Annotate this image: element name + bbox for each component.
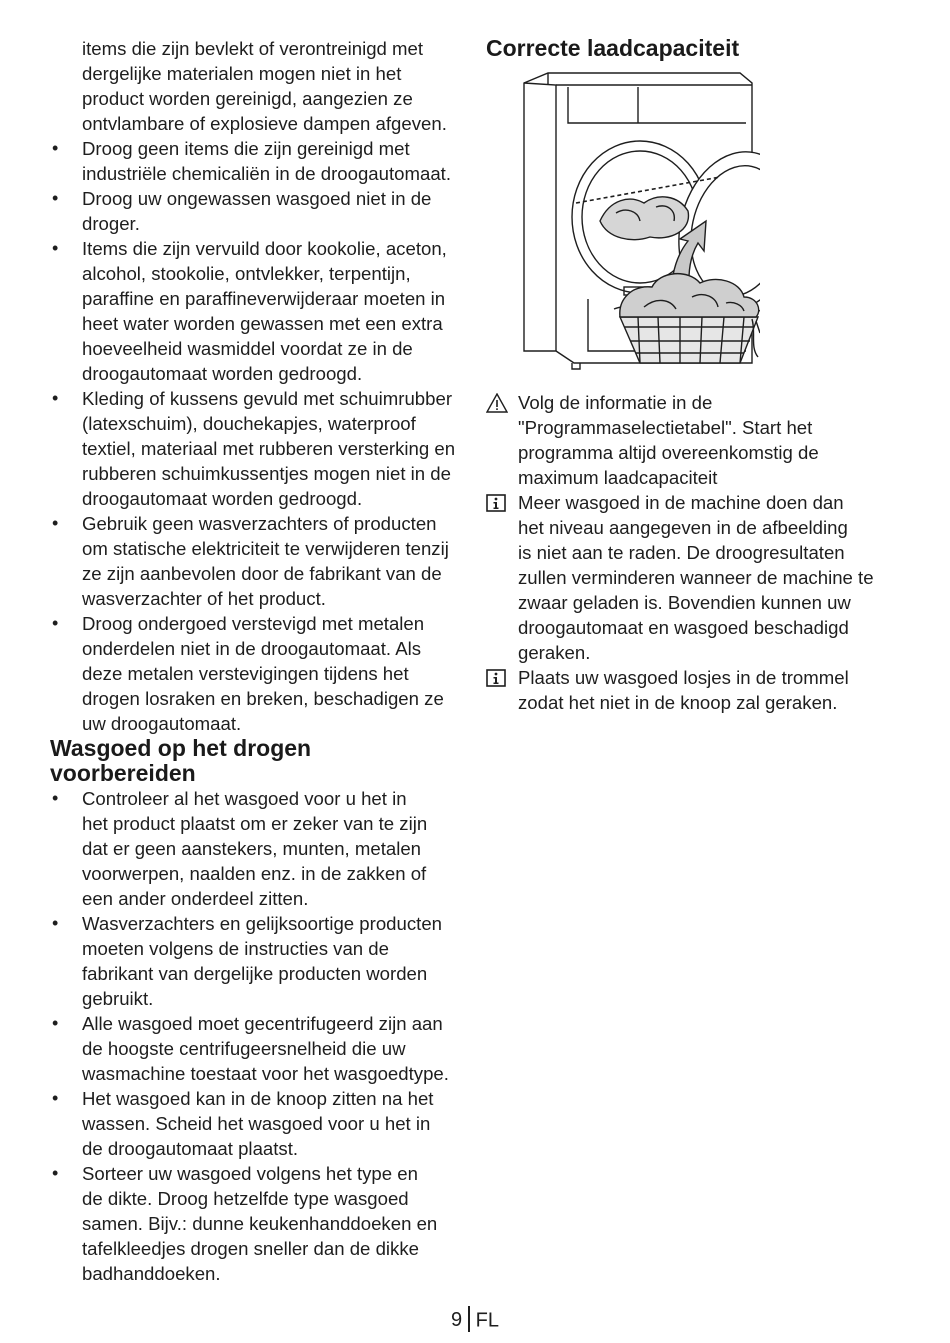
info-icon — [486, 493, 506, 518]
intro-line: dergelijke materialen mogen niet in het — [82, 63, 402, 84]
bullet-dot: • — [52, 1163, 59, 1183]
page-footer — [0, 1308, 950, 1334]
note-line: zodat het niet in de knoop zal geraken. — [518, 692, 838, 713]
bullet-line: de hoogste centrifugeersnelheid die uw — [82, 1038, 406, 1059]
bullet-dot: • — [52, 388, 59, 408]
left-column — [50, 36, 482, 1286]
bullet-line: Sorteer uw wasgoed volgens het type en — [82, 1163, 418, 1184]
bullet-line: Droog ondergoed verstevigd met metalen — [82, 613, 425, 634]
note-line: Plaats uw wasgoed losjes in de trommel — [518, 667, 849, 688]
bullet-dot: • — [52, 238, 59, 258]
section-title-line: Wasgoed op het drogen — [50, 735, 312, 761]
note-line: is niet aan te raden. De droogresultaten — [518, 542, 845, 563]
bullet-line: industriële chemicaliën in de droogautomaat. — [82, 163, 451, 184]
bullet-line: drogen losraken en breken, beschadigen ze — [82, 688, 444, 709]
bullet-line: badhanddoeken. — [82, 1263, 221, 1284]
bullet-line: Gebruik geen wasverzachters of producten — [82, 513, 437, 534]
bullet-item — [50, 511, 482, 611]
bullet-dot: • — [52, 1013, 59, 1033]
bullet-line: wasmachine toestaat voor het wasgoedtype. — [82, 1063, 449, 1084]
bullet-item — [50, 186, 482, 236]
bullet-line: tafelkleedjes drogen sneller dan de dikke — [82, 1238, 419, 1259]
warning-icon — [486, 393, 508, 419]
bullet-line: wasverzachter of het product. — [82, 588, 326, 609]
intro-line: ontvlambare of explosieve dampen afgeven. — [82, 113, 447, 134]
bullet-item — [50, 786, 482, 911]
bullet-line: Items die zijn vervuild door kookolie, aceton, — [82, 238, 447, 259]
intro-line: items die zijn bevlekt of verontreinigd met — [82, 38, 424, 59]
bullet-line: rubberen schuimkussentjes mogen niet in de — [82, 463, 451, 484]
bullet-line: hoeveelheid wasmiddel voordat ze in de — [82, 338, 413, 359]
note-item — [486, 490, 906, 665]
bullet-line: een ander onderdeel zitten. — [82, 888, 309, 909]
bullet-line: de dikte. Droog hetzelfde type wasgoed — [82, 1188, 409, 1209]
dryer-illustration-svg — [520, 71, 760, 371]
bullet-line: ze zijn aanbevolen door de fabrikant van de — [82, 563, 442, 584]
note-line: geraken. — [518, 642, 591, 663]
bullet-line: moeten volgens de instructies van de — [82, 938, 389, 959]
note-item — [486, 390, 906, 490]
bullet-dot: • — [52, 138, 59, 158]
bullet-line: Droog geen items die zijn gereinigd met — [82, 138, 410, 159]
section-title-preparing — [50, 736, 482, 786]
bullet-item — [50, 1086, 482, 1161]
bullet-line: (latexschuim), douchekapjes, waterproof — [82, 413, 416, 434]
right-column — [486, 36, 906, 715]
bullet-line: om statische elektriciteit te verwijderen tenzij — [82, 538, 449, 559]
bullet-line: droger. — [82, 213, 140, 234]
note-line: Meer wasgoed in de machine doen dan — [518, 492, 844, 513]
bullet-line: droogautomaat worden gedroogd. — [82, 488, 363, 509]
bullet-item — [50, 611, 482, 736]
section-title-load-capacity: Correcte laadcapaciteit — [486, 35, 740, 61]
intro-paragraph — [50, 36, 482, 136]
notes-list — [486, 390, 906, 715]
bullet-dot: • — [52, 1088, 59, 1108]
bullet-line: alcohol, stookolie, ontvlekker, terpentijn, — [82, 263, 411, 284]
note-line: "Programmaselectietabel". Start het — [518, 417, 813, 438]
bullet-item — [50, 1161, 482, 1286]
preparation-bullet-list — [50, 786, 482, 1286]
bullet-line: Het wasgoed kan in de knoop zitten na het — [82, 1088, 434, 1109]
bullet-item — [50, 386, 482, 511]
bullet-line: het product plaatst om er zeker van te zijn — [82, 813, 428, 834]
bullet-line: wassen. Scheid het wasgoed voor u het in — [82, 1113, 431, 1134]
bullet-line: onderdelen niet in de droogautomaat. Als — [82, 638, 422, 659]
bullet-line: de droogautomaat plaatst. — [82, 1138, 299, 1159]
bullet-line: heet water worden gewassen met een extra — [82, 313, 443, 334]
bullet-item — [50, 911, 482, 1011]
bullet-line: gebruikt. — [82, 988, 154, 1009]
bullet-line: paraffine en paraffineverwijderaar moeten in — [82, 288, 446, 309]
info-icon — [486, 668, 506, 693]
bullet-dot: • — [52, 613, 59, 633]
bullet-dot: • — [52, 913, 59, 933]
bullet-line: droogautomaat worden gedroogd. — [82, 363, 363, 384]
bullet-line: deze metalen verstevigingen tijdens het — [82, 663, 409, 684]
bullet-dot: • — [52, 513, 59, 533]
section-title-line: voorbereiden — [50, 760, 196, 786]
bullet-line: voorwerpen, naalden enz. in de zakken of — [82, 863, 427, 884]
bullet-dot: • — [52, 188, 59, 208]
note-item — [486, 665, 906, 715]
bullet-line: Controleer al het wasgoed voor u het in — [82, 788, 407, 809]
bullet-line: fabrikant van dergelijke producten worden — [82, 963, 428, 984]
bullet-line: Wasverzachters en gelijksoortige producten — [82, 913, 442, 934]
note-line: Volg de informatie in de — [518, 392, 713, 413]
note-line: zullen verminderen wanneer de machine te — [518, 567, 874, 588]
note-line: het niveau aangegeven in de afbeelding — [518, 517, 848, 538]
bullet-line: Kleding of kussens gevuld met schuimrubber — [82, 388, 453, 409]
bullet-line: samen. Bijv.: dunne keukenhanddoeken en — [82, 1213, 438, 1234]
note-line: droogautomaat en wasgoed beschadigd — [518, 617, 849, 638]
bullet-line: uw droogautomaat. — [82, 713, 242, 734]
note-line: maximum laadcapaciteit — [518, 467, 718, 488]
page-number: 9 — [451, 1309, 463, 1332]
note-line: programma altijd overeenkomstig de — [518, 442, 819, 463]
safety-bullet-list — [50, 136, 482, 736]
dryer-loading-illustration — [520, 71, 906, 376]
bullet-dot: • — [52, 788, 59, 808]
bullet-item — [50, 236, 482, 386]
bullet-line: dat er geen aanstekers, munten, metalen — [82, 838, 422, 859]
footer-divider — [468, 1306, 470, 1332]
language-code: FL — [475, 1309, 499, 1332]
note-line: zwaar geladen is. Bovendien kunnen uw — [518, 592, 851, 613]
bullet-item — [50, 136, 482, 186]
intro-line: product worden gereinigd, aangezien ze — [82, 88, 413, 109]
bullet-line: Droog uw ongewassen wasgoed niet in de — [82, 188, 432, 209]
bullet-line: textiel, materiaal met rubberen versterking en — [82, 438, 456, 459]
bullet-item — [50, 1011, 482, 1086]
bullet-line: Alle wasgoed moet gecentrifugeerd zijn aan — [82, 1013, 443, 1034]
